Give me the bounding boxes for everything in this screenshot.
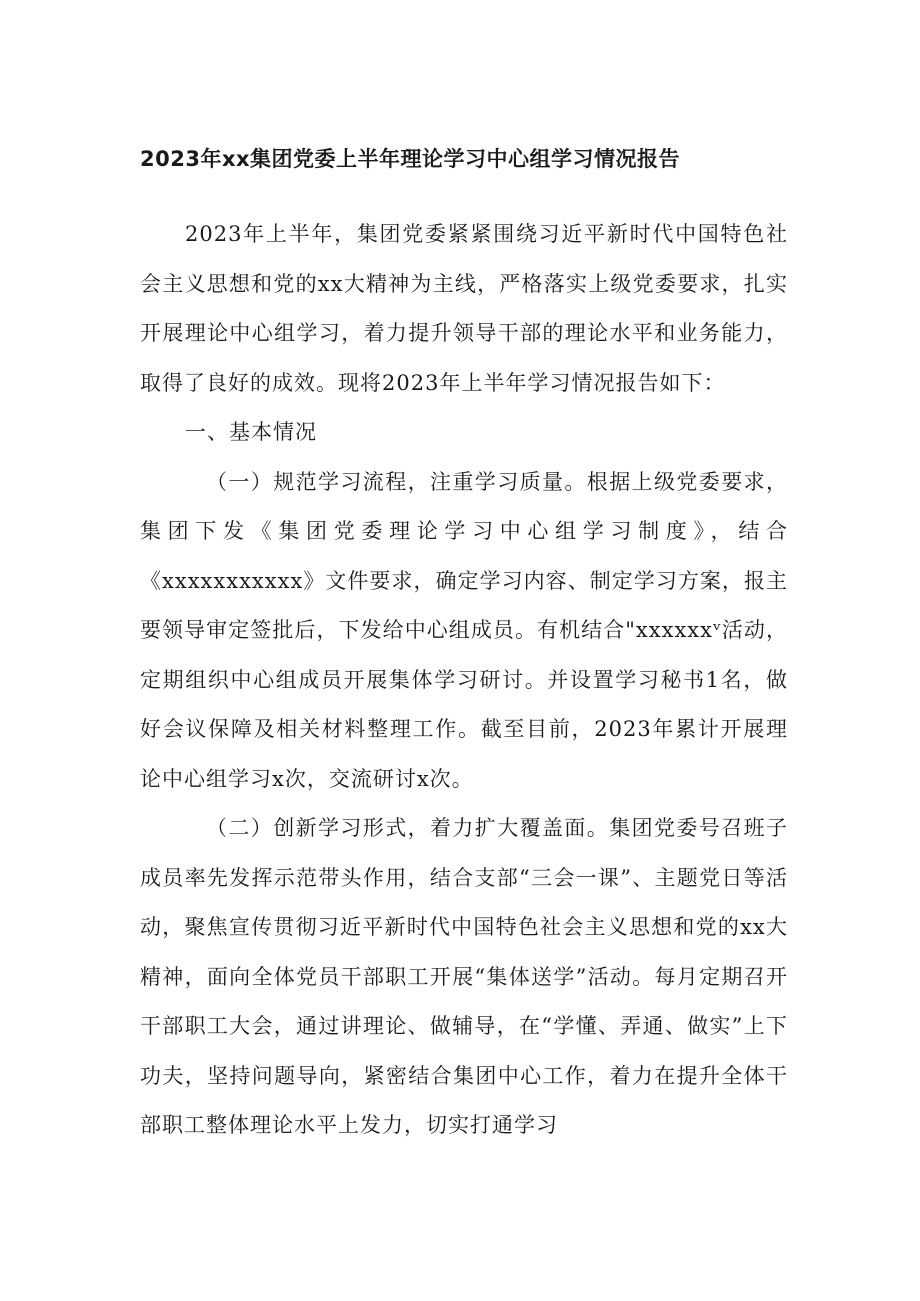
section-heading-basic-situation: 一、基本情况 [185,420,317,444]
paragraph-standardize-learning: （一）规范学习流程，注重学习质量。根据上级党委要求，集团下发《集团党委理论学习中心组学习制度》，结合《xxxxxxxxxxx》文件要求，确定学习内容、制定学习方案，报主要领导审定签批后，下发给中心组成员。有机结合"xxxxxxᵛ活动，定期组织中心组成员开展集体学习研讨。并设置学习秘书1名，做好会议保障及相关材料整理工作。截至目前，2023年累计开展理论中心组学习x次，交流研讨x次。 [140,469,788,791]
intro-paragraph: 2023年上半年，集团党委紧紧围绕习近平新时代中国特色社会主义思想和党的xx大精神为主线，严格落实上级党委要求，扎实开展理论中心组学习，着力提升领导干部的理论水平和业务能力，取得了良好的成效。现将2023年上半年学习情况报告如下： [140,222,788,395]
paragraph-innovate-learning: （二）创新学习形式，着力扩大覆盖面。集团党委号召班子成员率先发挥示范带头作用，结合支部“三会一课”、主题党日等活动，聚焦宣传贯彻习近平新时代中国特色社会主义思想和党的xx大精神，面向全体党员干部职工开展“集体送学”活动。每月定期召开干部职工大会，通过讲理论、做辅导，在“学懂、弄通、做实”上下功夫，坚持问题导向，紧密结合集团中心工作，着力在提升全体干部职工整体理论水平上发力，切实打通学习 [140,816,788,1137]
document-title: 2023年xx集团党委上半年理论学习中心组学习情况报告 [140,147,681,171]
document-body [140,210,788,1151]
